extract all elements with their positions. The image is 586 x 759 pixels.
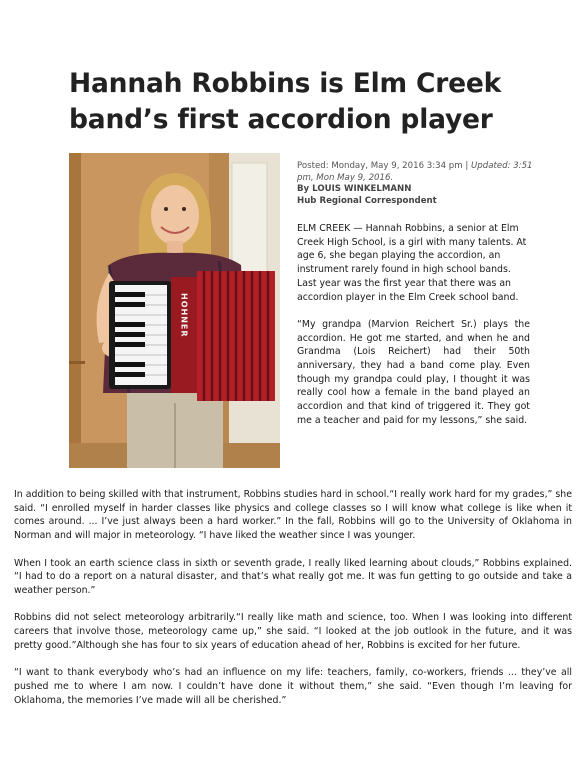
article-body (14, 488, 572, 721)
paragraph: In addition to being skilled with that instrument, Robbins studies hard in school.“I really work hard for my grades,” she said. “I enrolled myself in harder classes like physics and college classes so I will know what college is like when it comes around. ... I’ve just always been a hard worker.” In the fall, Robbins will go to the University of Oklahoma in Norman and will major in meteorology. “I have liked the weather since I was younger. (14, 489, 572, 542)
accordion-brand-lettering: HOHNER (179, 293, 189, 338)
byline-role: Hub Regional Correspondent (297, 195, 437, 206)
paragraph: “My grandpa (Marvion Reichert Sr.) plays the accordion. He got me started, and when he and Grandma (Lois Reichert) had their 50th anniversary, they had a band come play. Even though my grandpa could play, I thought it was really cool how a female in the band played an accordion and that kind of triggered it. They got me a teacher and paid for my lessons,” she said. (297, 318, 530, 426)
paragraph: “I want to thank everybody who’s had an influence on my life: teachers, family, co-workers, friends ... they’ve all pushed me to where I am now. I couldn’t have done it without them,” she said. “Even though I’m leaving for Oklahoma, the memories I’ve made will all be cherished.” (14, 667, 572, 706)
article-photo (69, 153, 280, 468)
article-headline: Hannah Robbins is Elm Creek band’s first accordion player (69, 68, 502, 135)
meta-separator: | (462, 161, 471, 171)
updated-date: Updated: 3:51 pm, Mon May 9, 2016. (297, 161, 533, 183)
article-side-column (297, 222, 530, 441)
byline: By LOUIS WINKELMANN (297, 184, 412, 194)
paragraph: When I took an earth science class in sixth or seventh grade, I really liked learning about clouds,” Robbins explained. “I had to do a report on a natural disaster, and that’s what really got me. It was fun getting to go outside and take a weather person.” (14, 557, 572, 596)
article-meta (297, 161, 547, 207)
accordion-player-photo (69, 153, 280, 468)
paragraph: ELM CREEK — Hannah Robbins, a senior at Elm Creek High School, is a girl with many talents. At age 6, she began playing the accordion, an instrument rarely found in high school bands. Last year was the first year that there was an accordion player in the Elm Creek school band. (297, 223, 527, 303)
posted-date: Posted: Monday, May 9, 2016 3:34 pm (297, 161, 463, 171)
paragraph: Robbins did not select meteorology arbitrarily.“I really like math and science, too. When I was looking into different careers that involve those, meteorology came up,” she said. “I looked at the job outlook in the future, and it was pretty good.”Although she has four to six years of education ahead of her, Robbins is excited for her future. (14, 612, 572, 651)
